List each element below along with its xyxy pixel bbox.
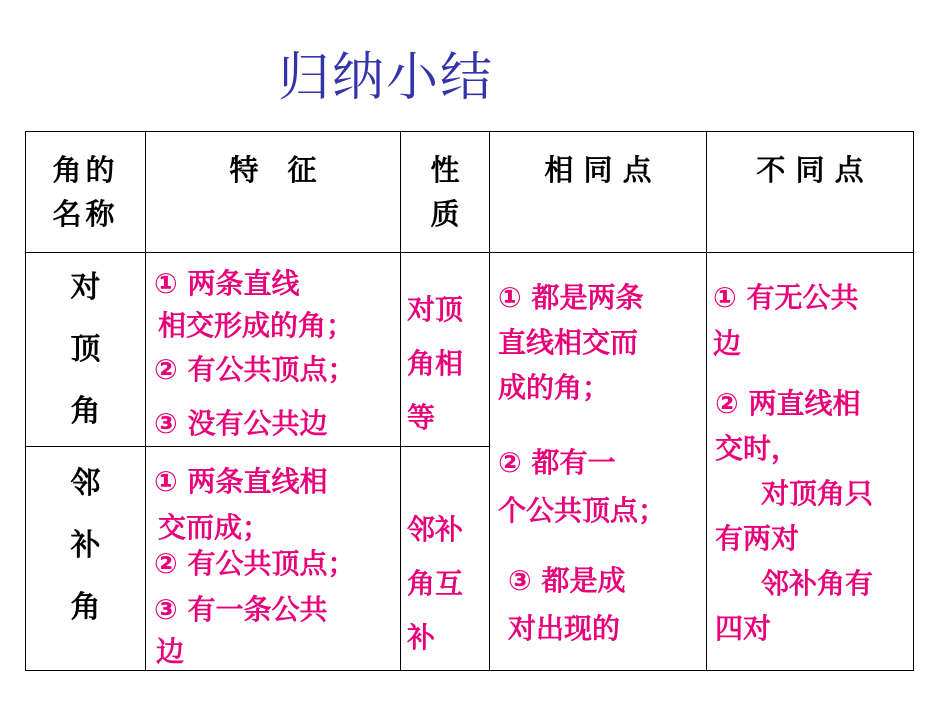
name-char: 顶 <box>70 332 101 367</box>
header-feature <box>146 132 401 253</box>
same-point-line: 成的角； <box>498 371 611 404</box>
property-line: 角相 <box>407 347 464 380</box>
feature-line: ① 两条直线 <box>154 267 300 300</box>
same-point-line: ① 都是两条 <box>498 281 644 314</box>
property-line: 邻补 <box>407 513 464 546</box>
name-char: 邻 <box>70 466 101 501</box>
feature-line: ② 有公共顶点； <box>154 353 356 386</box>
diff-point-line: 对顶角只 <box>761 477 874 510</box>
same-point-line: 个公共顶点； <box>498 494 667 527</box>
same-points-cell <box>490 253 707 671</box>
same-point-line: 直线相交而 <box>498 326 639 359</box>
feature-line: ③ 有一条公共 <box>154 593 328 626</box>
name-char: 补 <box>70 528 101 563</box>
vertical-angle-features <box>146 253 401 447</box>
property-line: 对顶 <box>407 293 464 326</box>
header-same <box>490 132 707 253</box>
page-title: 归纳小结 <box>278 48 495 108</box>
feature-line: 相交形成的角； <box>158 309 355 342</box>
name-char: 角 <box>70 394 101 429</box>
vertical-angle-name <box>26 253 146 447</box>
property-line: 补 <box>407 621 436 654</box>
header-row <box>26 132 914 253</box>
vertical-angle-property <box>401 253 490 447</box>
row-vertical-angle <box>26 253 914 447</box>
feature-line: ① 两条直线相 <box>154 465 328 498</box>
diff-points-cell <box>707 253 914 671</box>
header-feature-label: 特 征 <box>229 153 317 187</box>
feature-line: 交而成； <box>158 511 271 544</box>
diff-point-line: ① 有无公共 <box>713 281 859 314</box>
header-same-label: 相 同 点 <box>544 153 652 187</box>
feature-line: ② 有公共顶点； <box>154 547 356 580</box>
diff-point-line: 有两对 <box>715 522 800 555</box>
header-property <box>401 132 490 253</box>
adjacent-angle-property <box>401 447 490 671</box>
header-diff-label: 不 同 点 <box>756 153 864 187</box>
name-char: 对 <box>70 270 101 305</box>
summary-table <box>25 131 914 671</box>
diff-point-line: 邻补角有 <box>761 567 874 600</box>
header-name-line: 名称 <box>52 197 119 231</box>
same-point-line: 对出现的 <box>508 612 621 645</box>
feature-line: 边 <box>156 635 185 668</box>
diff-point-line: 边 <box>713 327 742 360</box>
diff-point-line: 交时， <box>715 432 800 465</box>
property-line: 角互 <box>407 567 464 600</box>
header-property-line: 性 <box>430 153 460 187</box>
header-property-line: 质 <box>430 197 460 231</box>
same-point-line: ③ 都是成 <box>508 564 626 597</box>
diff-point-line: ② 两直线相 <box>715 387 861 420</box>
same-point-line: ② 都有一 <box>498 446 616 479</box>
feature-line: ③ 没有公共边 <box>154 407 328 440</box>
property-line: 等 <box>407 401 436 434</box>
adjacent-angle-features <box>146 447 401 671</box>
adjacent-angle-name <box>26 447 146 671</box>
header-name-line: 角的 <box>52 153 119 187</box>
header-diff <box>707 132 914 253</box>
name-char: 角 <box>70 590 101 625</box>
diff-point-line: 四对 <box>715 612 772 645</box>
header-angle-name <box>26 132 146 253</box>
